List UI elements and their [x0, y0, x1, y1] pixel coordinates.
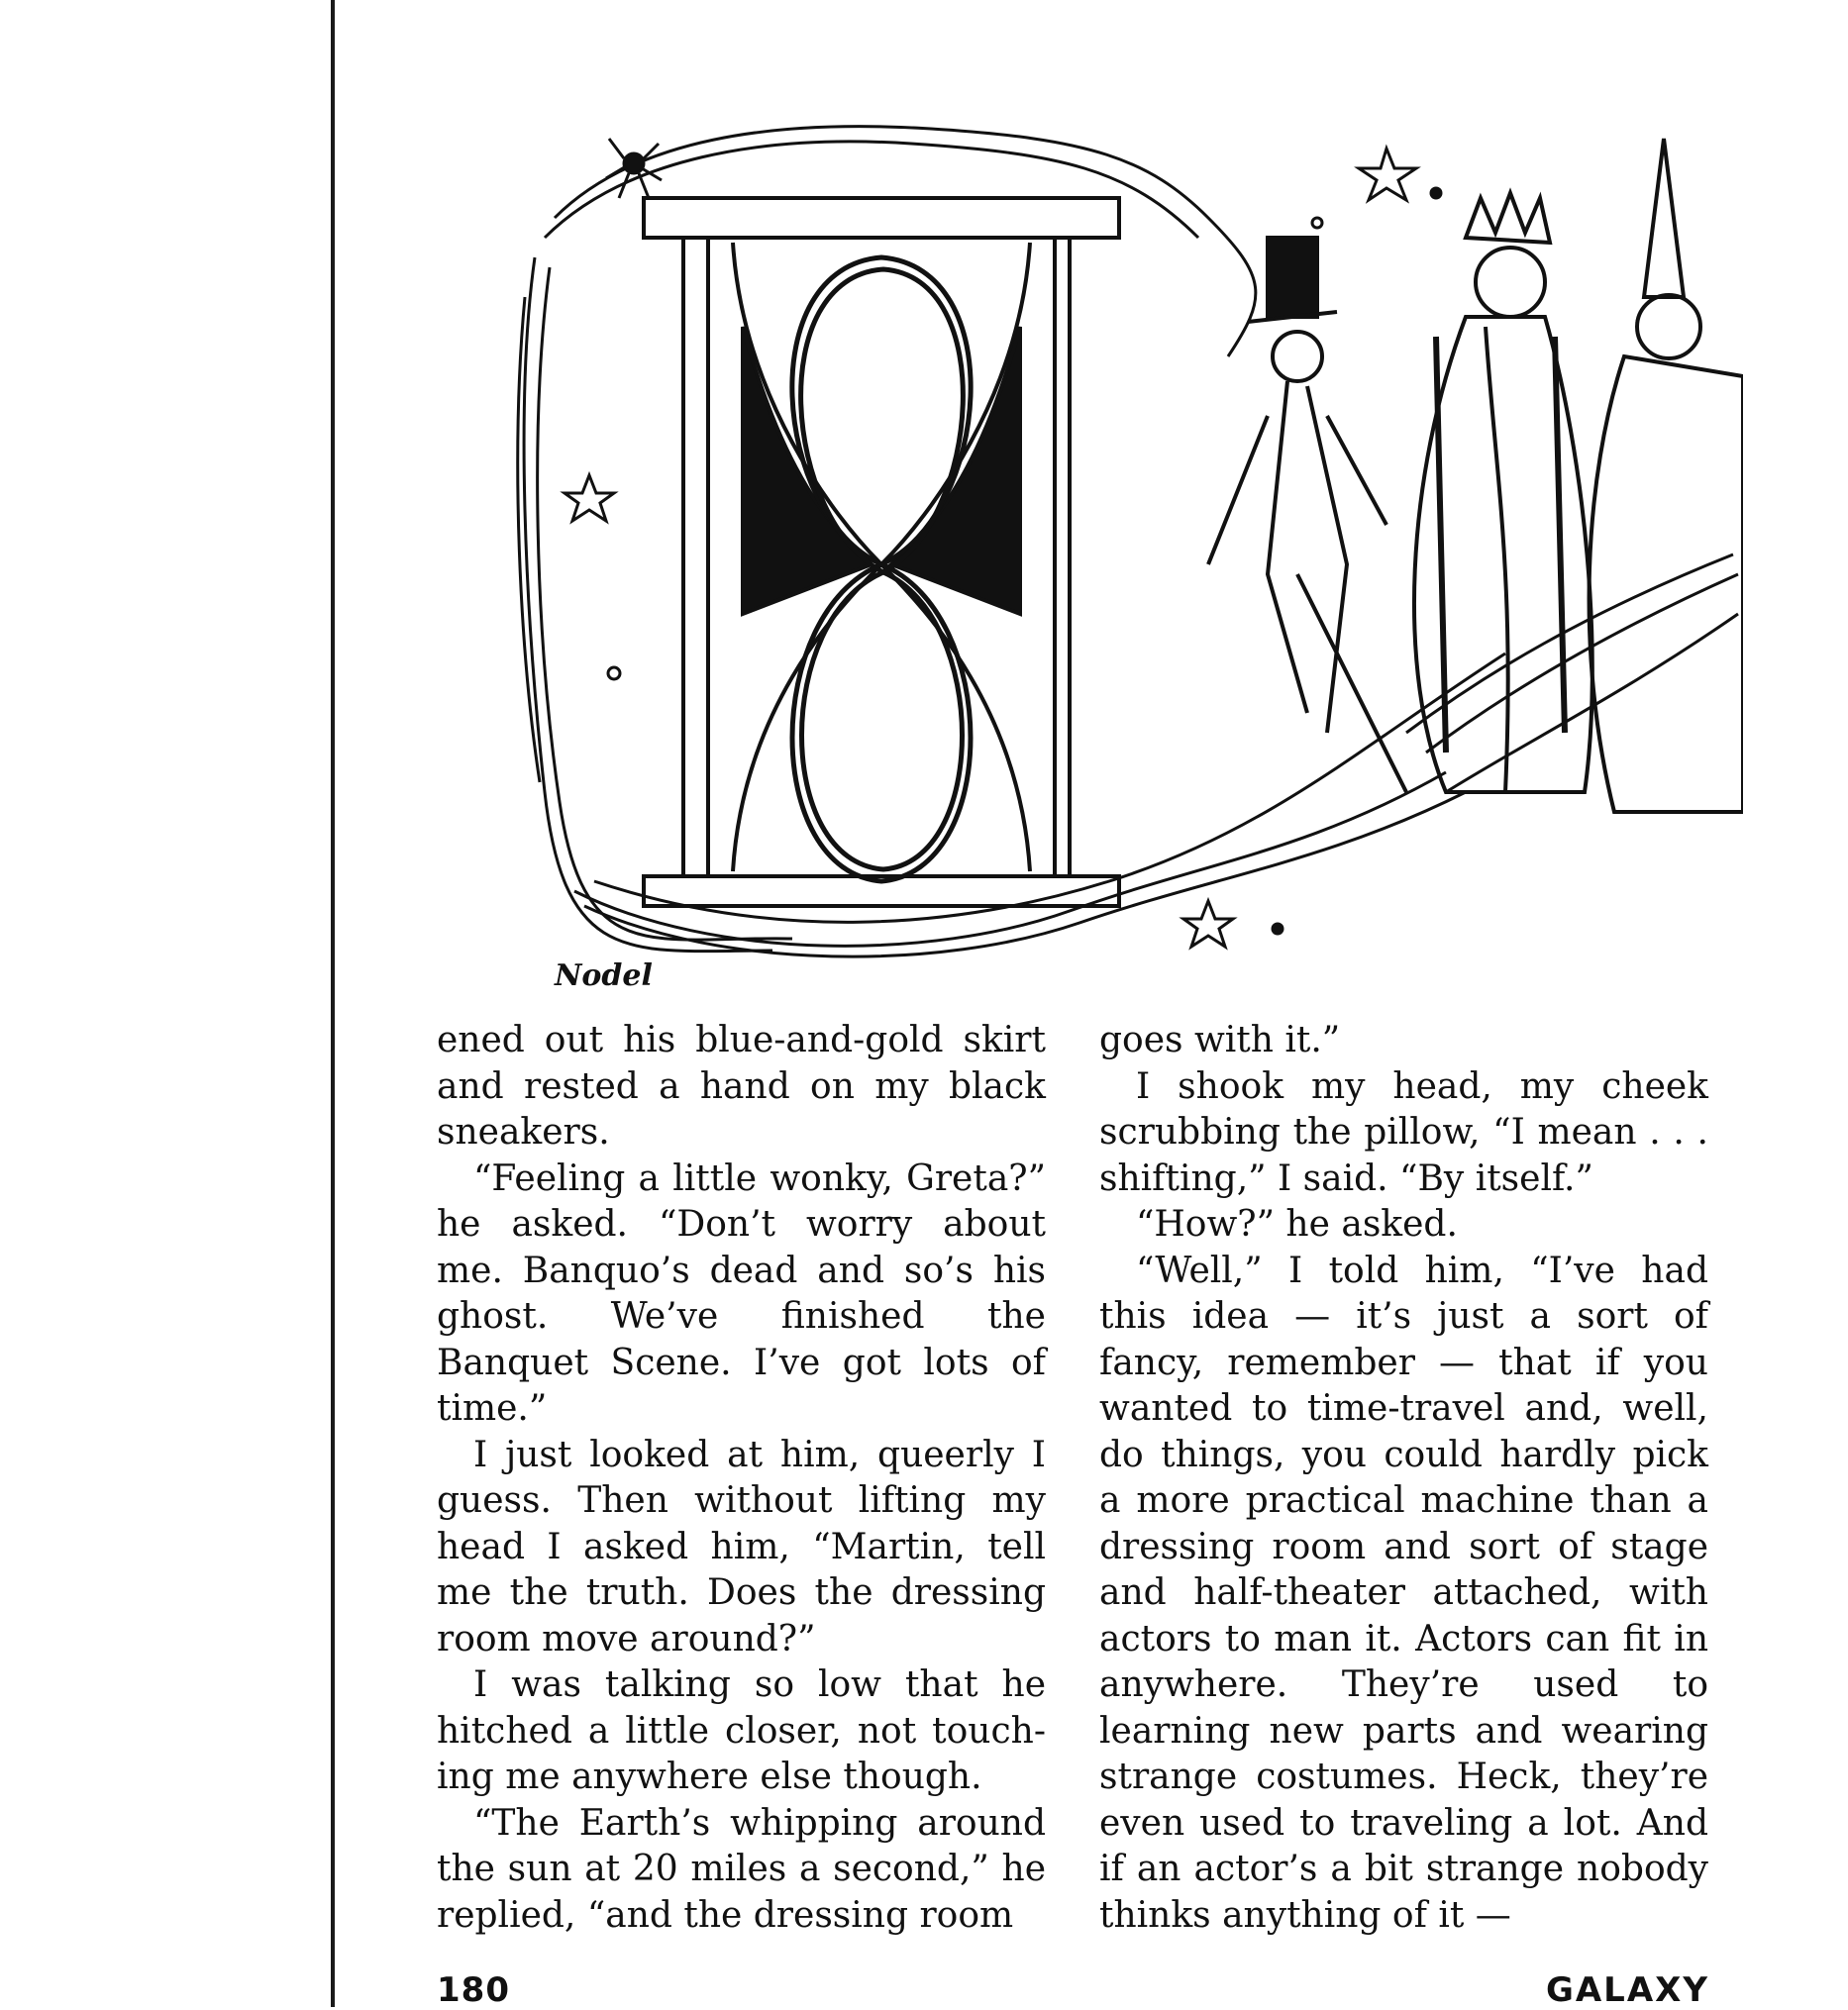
paragraph: “The Earth’s whipping around the sun at 20 miles a second,” he replied, “and the dressing room	[437, 1802, 1046, 1936]
right-column	[1099, 1018, 1708, 1939]
paragraph: “Feeling a little wonky, Greta?” he asked. “Don’t worry about me. Banquo’s dead and so’s his ghost. We’ve finished the Banquet Scene. I’ve got lots of time.”	[437, 1157, 1046, 1429]
page-number: 180	[437, 1970, 510, 2010]
illustration	[515, 99, 1743, 1010]
paragraph: I was talking so low that he hitched a little closer, not touching me anywhere else though.	[437, 1664, 1046, 1797]
paragraph: I shook my head, my cheek scrubbing the pillow, “I mean . . . shifting,” I said. “By itself.”	[1099, 1065, 1708, 1199]
paragraph: ened out his blue-and-gold skirt and rested a hand on my black sneakers.	[437, 1020, 1046, 1153]
left-column	[437, 1018, 1046, 1939]
hourglass	[644, 198, 1119, 906]
paragraph: goes with it.”	[1099, 1020, 1341, 1060]
paragraph: I just looked at him, queerly I guess. Then without lifting my head I asked him, “Martin, tell me the truth. Does the dressing room move around?”	[437, 1434, 1046, 1659]
actors	[1208, 139, 1743, 812]
paragraph: “How?” he asked.	[1136, 1204, 1458, 1245]
paragraph: “Well,” I told him, “I’ve had this idea — it’s just a sort of fancy, remember — that if you wanted to time-travel and, well, do things, you could hardly pick a more practical machine than a dressing room and sort of stage and half-theater attached, with actors to man it. Actors can fit in anywhere. They’re used to learning new parts and wearing strange costumes. Heck, they’re even used to traveling a lot. And if an actor’s a bit strange nobody thinks anything of it —	[1099, 1250, 1708, 1936]
vine-frame	[518, 127, 1738, 956]
binding-edge	[331, 0, 335, 2007]
illustrator-signature: Nodel	[555, 958, 653, 993]
magazine-title: GALAXY	[1545, 1970, 1709, 2010]
